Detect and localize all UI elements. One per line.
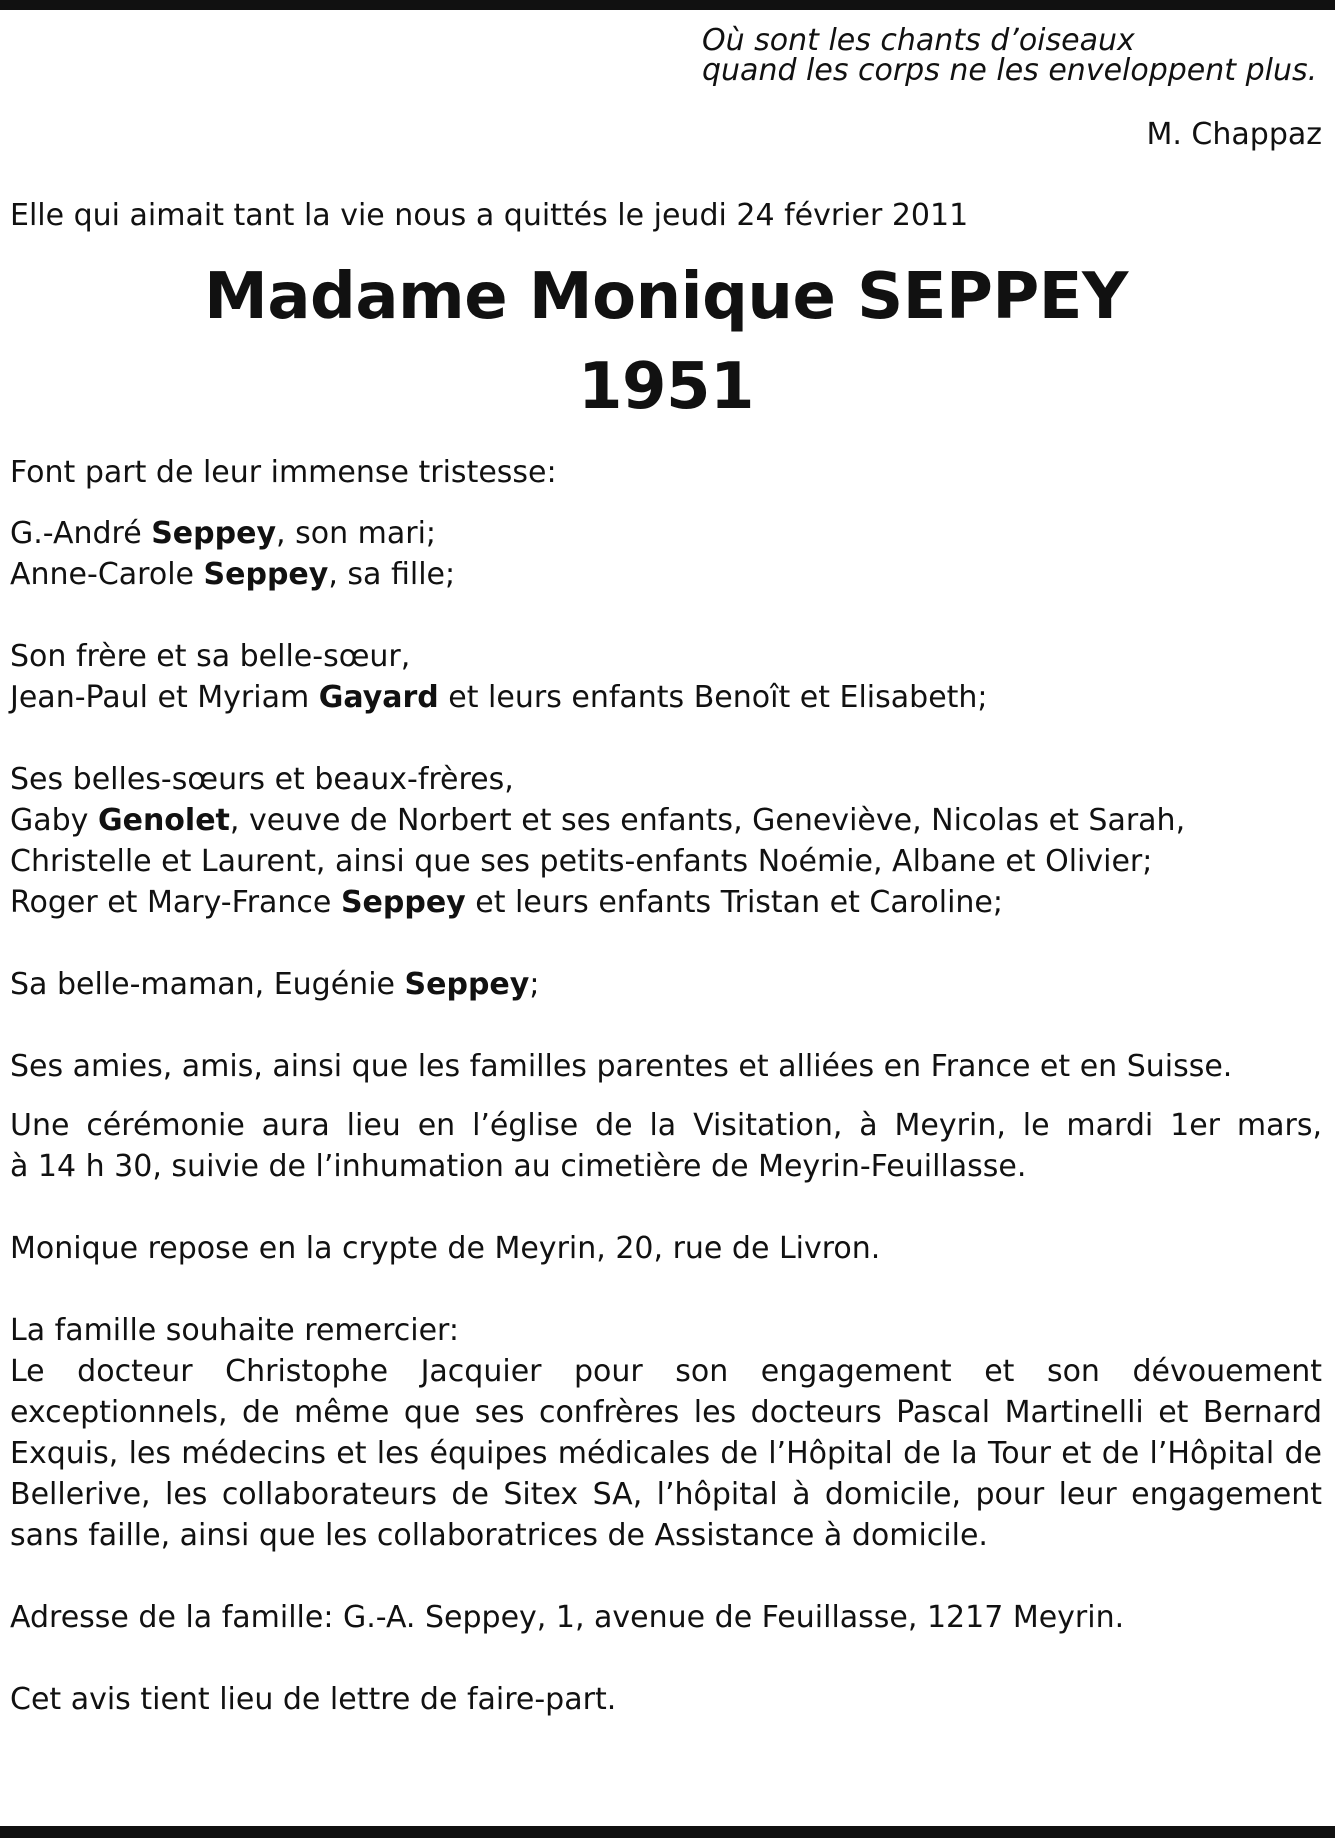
ceremony-block [10,1105,1322,1187]
repose-line: Monique repose en la crypte de Meyrin, 20, rue de Livron. [10,1231,881,1266]
ceremony-line-2: à 14 h 30, suivie de l’inhumation au cimetière de Meyrin-Feuillasse. [10,1149,1027,1184]
sibling-group [10,636,1322,718]
epigraph [702,23,1322,88]
immediate-family [10,513,1322,595]
surname: Seppey [404,967,530,1002]
inlaws-heading: Ses belles-sœurs et beaux-frères, [10,762,514,797]
announcement: Elle qui aimait tant la vie nous a quittés le jeudi 24 février 2011 [10,198,969,233]
thanks-body: Le docteur Christophe Jacquier pour son engagement et son dévouement exceptionnels, de même que ses confrères les docteurs Pascal Martinelli et Bernard Exquis, les médecins et les équipes médicales de l’Hôpital de la Tour et de l’Hôpital de Bellerive, les collaborateurs de Sitex SA, l’hôpital à domicile, pour leur engagement sans faille, ainsi que les collaboratrices de Assistance à domicile. [10,1354,1322,1553]
intro-line: Font part de leur immense tristesse: [10,455,557,490]
deceased-year: 1951 [577,350,755,424]
deceased-name: Madame Monique SEPPEY [204,260,1128,334]
inlaw-line-2: Roger et Mary-France Seppey et leurs enfants Tristan et Caroline; [10,885,1003,920]
surname: Seppey [151,516,277,551]
surname: Seppey [203,557,329,592]
friends-line: Ses amies, amis, ainsi que les familles parentes et alliées en France et en Suisse. [10,1049,1233,1084]
daughter-line: Anne-Carole Seppey, sa fille; [10,557,456,592]
top-rule [0,0,1335,10]
inlaw-line-1: Gaby Genolet, veuve de Norbert et ses enfants, Geneviève, Nicolas et Sarah, [10,803,1186,838]
mother-in-law-line: Sa belle-maman, Eugénie Seppey; [10,967,540,1002]
inlaw-line-1-continued: Christelle et Laurent, ainsi que ses petits-enfants Noémie, Albane et Olivier; [10,844,1153,879]
surname: Gayard [318,680,439,715]
deceased-heading [10,252,1322,432]
epigraph-line-2: quand les corps ne les enveloppent plus. [702,53,1318,88]
closing-line: Cet avis tient lieu de lettre de faire-part. [10,1682,617,1717]
husband-line: G.-André Seppey, son mari; [10,516,437,551]
surname: Seppey [340,885,466,920]
epigraph-author: M. Chappaz [1146,117,1322,152]
bottom-rule [0,1826,1335,1838]
surname: Genolet [97,803,230,838]
sibling-line: Jean-Paul et Myriam Gayard et leurs enfants Benoît et Elisabeth; [10,680,988,715]
inlaws-group [10,759,1322,923]
family-address: Adresse de la famille: G.-A. Seppey, 1, avenue de Feuillasse, 1217 Meyrin. [10,1600,1125,1635]
thanks-heading: La famille souhaite remercier: [10,1313,459,1348]
epigraph-line-1: Où sont les chants d’oiseaux [702,23,1135,58]
ceremony-line-1: Une cérémonie aura lieu en l’église de la Visitation, à Meyrin, le mardi 1er mars, [10,1108,1322,1143]
obituary-notice [10,23,1322,1720]
thanks-block [10,1310,1322,1556]
sibling-heading: Son frère et sa belle-sœur, [10,639,411,674]
